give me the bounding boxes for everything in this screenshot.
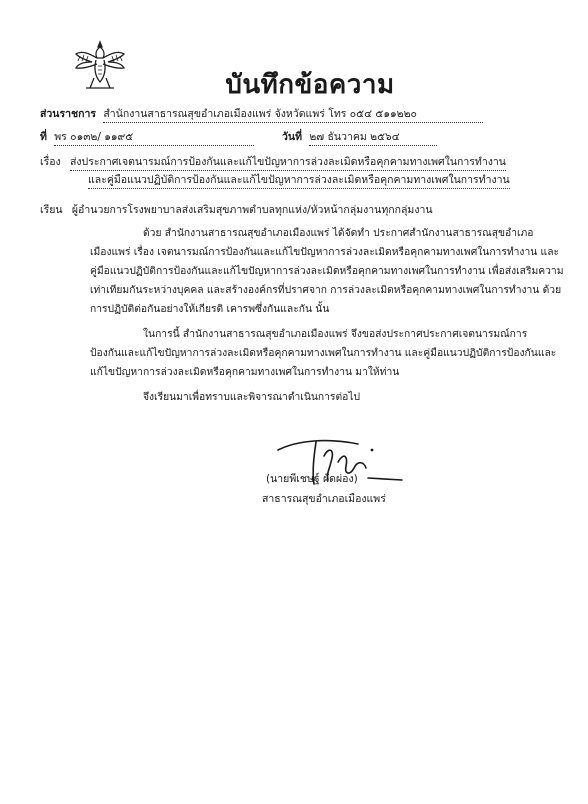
para1-line4: เท่าเทียมกันระหว่างบุคคล และสร้างองค์กรที่ปราศจาก การล่วงละเมิดหรือคุกคามทางเพศในการทำงาน ด้วย: [90, 284, 562, 296]
para1-line5: การปฏิบัติต่อกันอย่างให้เกียรติ เคารพซึ่งกันและกัน นั้น: [90, 303, 330, 315]
subject-line2: และคู่มือแนวปฏิบัติการป้องกันและแก้ไขปัญหาการล่วงละเมิดหรือคุกคามทางเพศในการทำงาน: [88, 171, 510, 189]
agency-label: ส่วนราชการ: [40, 108, 97, 120]
subject-line: [40, 153, 506, 171]
to-line: [40, 201, 433, 218]
ref-label: ที่: [40, 131, 47, 143]
date-line: [282, 128, 437, 146]
para2-line1: ในการนี้ สำนักงานสาธารณสุขอำเภอเมืองแพร่ จึงขอส่งประกาศประกาศเจตนารมณ์การ: [143, 328, 528, 340]
subject-continued: [88, 171, 510, 189]
agency-value: สำนักงานสาธารณสุขอำเภอเมืองแพร่ จังหวัดแพร่ โทร ๐๕๔ ๕๑๑๒๒๐: [103, 105, 483, 123]
ref-line: [40, 128, 254, 146]
date-value: ๒๗ ธันวาคม ๒๕๖๔: [309, 128, 437, 146]
para1-line1: ด้วย สำนักงานสาธารณสุขอำเภอเมืองแพร่ ได้จัดทำ ประกาศสำนักงานสาธารณสุขอำเภอ: [143, 227, 534, 239]
subject-line1: ส่งประกาศเจตนารมณ์การป้องกันและแก้ไขปัญหาการล่วงละเมิดหรือคุกคามทางเพศในการทำงาน: [70, 153, 506, 171]
memo-title: บันทึกข้อความ: [225, 70, 395, 100]
agency-line: [40, 105, 483, 123]
signer-name: (นายพีเชษฐ์ ผัดผ่อง): [266, 473, 358, 485]
subject-label: เรื่อง: [40, 156, 61, 168]
signer-position: สาธารณสุขอำเภอเมืองแพร่: [262, 493, 386, 505]
para2-line3: แก้ไขปัญหาการล่วงละเมิดหรือคุกคามทางเพศในการทำงาน มาให้ท่าน: [90, 366, 400, 378]
ref-value: พร ๐๑๓๒/ ๑๑๙๕: [54, 128, 254, 146]
para1-line2: เมืองแพร่ เรื่อง เจตนารมณ์การป้องกันและแก้ไขปัญหาการล่วงละเมิดหรือคุกคามทางเพศในการทำงาน และ: [90, 246, 560, 258]
garuda-emblem: [72, 38, 128, 92]
to-label: เรียน: [40, 204, 63, 216]
para1-line3: คู่มือแนวปฏิบัติการป้องกันและแก้ไขปัญหาการล่วงละเมิดหรือคุกคามทางเพศในการทำงาน เพื่อส่งเสริมความ: [90, 265, 564, 277]
para2-line2: ป้องกันและแก้ไขปัญหาการล่วงละเมิดหรือคุกคามทางเพศในการทำงาน และคู่มือแนวปฏิบัติการป้องกันและ: [90, 347, 557, 359]
closing-line: จึงเรียนมาเพื่อทราบและพิจารณาดำเนินการต่อไป: [143, 391, 361, 403]
date-label: วันที่: [282, 131, 302, 143]
to-value: ผู้อำนวยการโรงพยาบาลส่งเสริมสุขภาพตำบลทุกแห่ง/หัวหน้ากลุ่มงานทุกกลุ่มงาน: [71, 204, 433, 216]
